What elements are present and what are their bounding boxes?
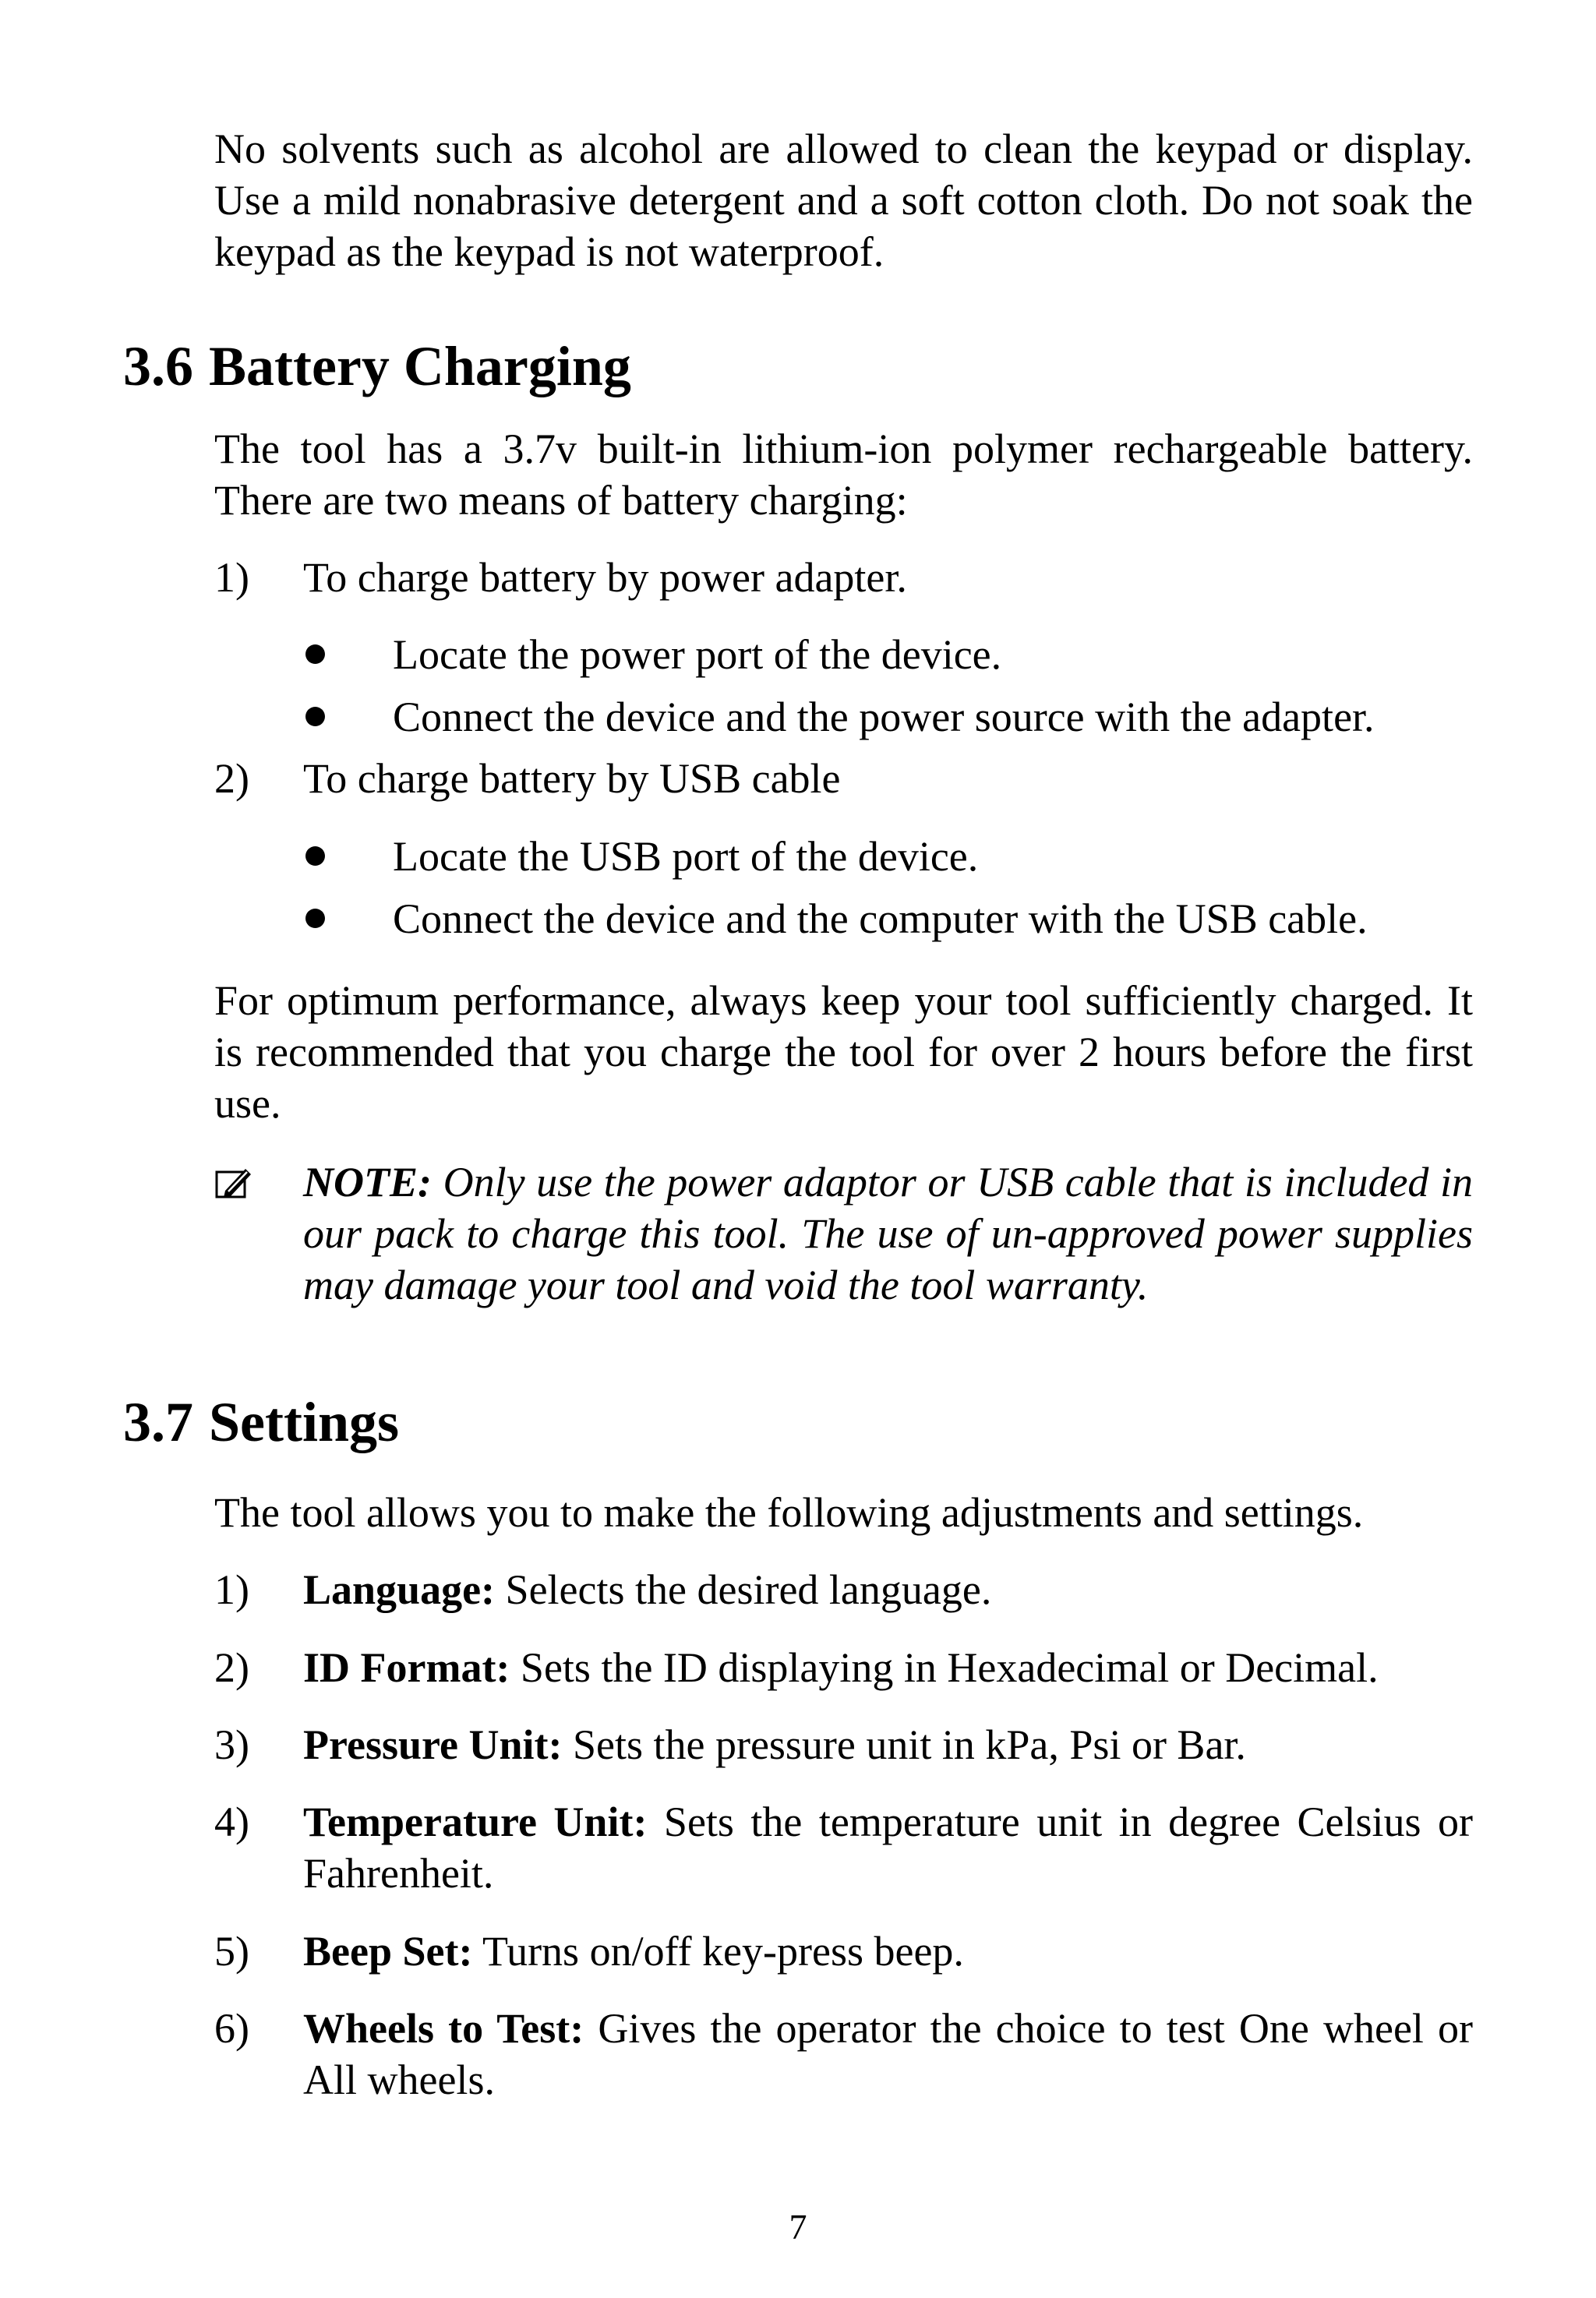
setting-term: Language:: [303, 1566, 496, 1613]
setting-term: ID Format:: [303, 1644, 510, 1691]
list-marker: 3): [214, 1721, 249, 1768]
list-marker: 2): [214, 1644, 249, 1691]
bullet-dot-icon: [305, 707, 325, 726]
charging-method-text: To charge battery by USB cable: [303, 755, 841, 802]
charging-method-text: To charge battery by power adapter.: [303, 554, 907, 601]
setting-description: Sets the temperature unit in degree Celsius or Fahrenheit.: [303, 1799, 1474, 1897]
battery-section-title: Battery Charging: [209, 335, 631, 397]
bullet-text: Locate the USB port of the device.: [393, 833, 979, 880]
bullet-item: [303, 893, 1472, 944]
settings-section-title: Settings: [209, 1391, 400, 1453]
settings-list-item: [214, 1564, 1473, 1615]
battery-section-number: 3.6: [123, 335, 193, 397]
settings-list-item: [214, 1796, 1473, 1899]
settings-intro-paragraph: The tool allows you to make the following adjustments and settings.: [214, 1489, 1364, 1536]
settings-section-number: 3.7: [123, 1391, 193, 1453]
bullet-text: Locate the power port of the device.: [393, 631, 1002, 678]
setting-description: Sets the pressure unit in kPa, Psi or Bar.: [572, 1721, 1246, 1768]
list-marker: 1): [214, 1566, 249, 1613]
setting-term: Temperature Unit:: [303, 1799, 648, 1845]
list-marker: 4): [214, 1799, 249, 1845]
settings-list-item: [214, 2003, 1473, 2106]
page-number: 7: [789, 2207, 807, 2247]
bullet-item: [303, 831, 1472, 882]
setting-description: Turns on/off key-press beep.: [482, 1928, 964, 1975]
bullet-item: [303, 629, 1472, 680]
settings-list-item: [214, 1719, 1473, 1770]
bullet-item: [303, 691, 1472, 743]
charging-method-item: [214, 753, 1473, 804]
note-label: NOTE:: [303, 1159, 432, 1205]
bullet-dot-icon: [305, 644, 325, 664]
note-text: Only use the power adaptor or USB cable that is included in our pack to charge this tool. The use of un-approved power supplies may damage your tool and void the tool warranty.: [303, 1159, 1474, 1308]
settings-list-item: [214, 1642, 1473, 1693]
battery-charging-heading: [123, 335, 631, 397]
pencil-note-icon: [214, 1164, 253, 1200]
bullet-text: Connect the device and the computer with the USB cable.: [393, 895, 1368, 942]
note-block: [214, 1156, 1473, 1311]
bullet-dot-icon: [305, 846, 325, 866]
list-marker: 2): [214, 755, 249, 802]
settings-heading: [123, 1391, 399, 1453]
setting-term: Beep Set:: [303, 1928, 473, 1975]
charging-method-item: [214, 552, 1473, 603]
battery-intro-paragraph: The tool has a 3.7v built-in lithium-ion polymer rechargeable battery. There are two means of battery charging:: [214, 425, 1473, 524]
setting-description: Selects the desired language.: [505, 1566, 992, 1613]
bullet-text: Connect the device and the power source with the adapter.: [393, 694, 1375, 740]
bullet-dot-icon: [305, 909, 325, 928]
list-marker: 6): [214, 2005, 249, 2052]
setting-description: Sets the ID displaying in Hexadecimal or Decimal.: [520, 1644, 1379, 1691]
list-marker: 5): [214, 1928, 249, 1975]
optimum-performance-paragraph: For optimum performance, always keep your tool sufficiently charged. It is recommended that you charge the tool for over 2 hours before the first use.: [214, 977, 1473, 1127]
cleaning-paragraph: No solvents such as alcohol are allowed to clean the keypad or display. Use a mild nonabrasive detergent and a soft cotton cloth. Do not soak the keypad as the keypad is not waterproof.: [214, 125, 1473, 275]
setting-term: Wheels to Test:: [303, 2005, 584, 2052]
setting-description: Gives the operator the choice to test One wheel or All wheels.: [303, 2005, 1474, 2103]
list-marker: 1): [214, 554, 249, 601]
settings-list-item: [214, 1926, 1473, 1977]
setting-term: Pressure Unit:: [303, 1721, 563, 1768]
